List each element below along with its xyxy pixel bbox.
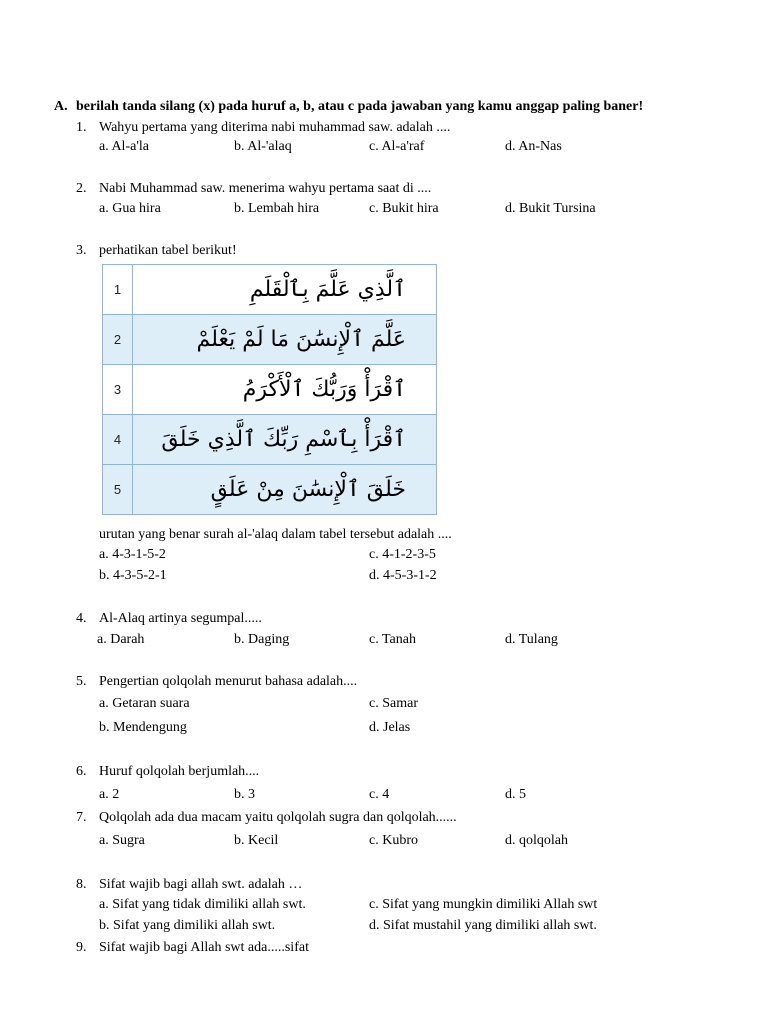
option-c[interactable]: c. Bukit hira — [369, 201, 439, 216]
option-d[interactable]: d. Jelas — [369, 720, 411, 735]
question-text: Qolqolah ada dua macam yaitu qolqolah sugra dan qolqolah...... — [99, 810, 457, 825]
question-text: Huruf qolqolah berjumlah.... — [99, 764, 260, 779]
option-a[interactable]: a. Sifat yang tidak dimiliki allah swt. — [99, 897, 306, 912]
option-d[interactable]: d. 5 — [505, 787, 526, 802]
ayah-text: ٱلَّذِي عَلَّمَ بِٱلْقَلَمِ — [133, 265, 437, 315]
ayah-table — [102, 264, 437, 515]
question-text: Sifat wajib bagi allah swt. adalah … — [99, 877, 303, 892]
option-a[interactable]: a. Gua hira — [99, 201, 161, 216]
ayah-row-number: 2 — [103, 315, 133, 365]
question-number: 1. — [76, 120, 87, 135]
option-b[interactable]: b. Lembah hira — [234, 201, 320, 216]
option-b[interactable]: b. Al-'alaq — [234, 139, 292, 154]
option-d[interactable]: d. An-Nas — [505, 139, 562, 154]
question-number: 6. — [76, 764, 87, 779]
ayah-row-number: 1 — [103, 265, 133, 315]
ayah-row-2 — [103, 315, 437, 365]
option-c[interactable]: c. Al-a'raf — [369, 139, 425, 154]
question-number: 7. — [76, 810, 87, 825]
question-number: 4. — [76, 611, 87, 626]
ayah-row-number: 4 — [103, 415, 133, 465]
option-c[interactable]: c. Kubro — [369, 833, 418, 848]
option-b[interactable]: b. Kecil — [234, 833, 279, 848]
ayah-text: ٱقْرَأْ وَرَبُّكَ ٱلْأَكْرَمُ — [133, 365, 437, 415]
question-prompt: urutan yang benar surah al-'alaq dalam tabel tersebut adalah .... — [99, 527, 452, 542]
question-text: Wahyu pertama yang diterima nabi muhammad saw. adalah .... — [99, 120, 451, 135]
ayah-row-number: 3 — [103, 365, 133, 415]
option-a[interactable]: a. 4-3-1-5-2 — [99, 547, 166, 562]
question-number: 9. — [76, 940, 87, 955]
option-a[interactable]: a. Darah — [97, 632, 145, 647]
ayah-text: ٱقْرَأْ بِٱسْمِ رَبِّكَ ٱلَّذِي خَلَقَ — [133, 415, 437, 465]
option-b[interactable]: b. Daging — [234, 632, 290, 647]
option-d[interactable]: d. Tulang — [505, 632, 558, 647]
question-number: 2. — [76, 181, 87, 196]
option-c[interactable]: c. Tanah — [369, 632, 416, 647]
option-d[interactable]: d. qolqolah — [505, 833, 568, 848]
ayah-row-number: 5 — [103, 465, 133, 515]
option-b[interactable]: b. Sifat yang dimiliki allah swt. — [99, 918, 276, 933]
option-a[interactable]: a. Sugra — [99, 833, 145, 848]
option-c[interactable]: c. 4-1-2-3-5 — [369, 547, 436, 562]
ayah-row-5 — [103, 465, 437, 515]
option-d[interactable]: d. 4-5-3-1-2 — [369, 568, 437, 583]
ayah-row-4 — [103, 415, 437, 465]
option-b[interactable]: b. 3 — [234, 787, 255, 802]
question-text: Al-Alaq artinya segumpal..... — [99, 611, 262, 626]
question-number: 8. — [76, 877, 87, 892]
option-b[interactable]: b. Mendengung — [99, 720, 187, 735]
option-a[interactable]: a. Getaran suara — [99, 696, 190, 711]
question-number: 3. — [76, 243, 87, 258]
option-b[interactable]: b. 4-3-5-2-1 — [99, 568, 167, 583]
ayah-text: خَلَقَ ٱلْإِنسَٰنَ مِنْ عَلَقٍ — [133, 465, 437, 515]
option-d[interactable]: d. Bukit Tursina — [505, 201, 596, 216]
ayah-text: عَلَّمَ ٱلْإِنسَٰنَ مَا لَمْ يَعْلَمْ — [133, 315, 437, 365]
section-letter: A. — [54, 99, 68, 114]
option-d[interactable]: d. Sifat mustahil yang dimiliki allah swt. — [369, 918, 597, 933]
question-text: perhatikan tabel berikut! — [99, 243, 237, 258]
option-c[interactable]: c. Sifat yang mungkin dimiliki Allah swt — [369, 897, 598, 912]
ayah-row-1 — [103, 265, 437, 315]
ayah-row-3 — [103, 365, 437, 415]
question-text: Nabi Muhammad saw. menerima wahyu pertama saat di .... — [99, 181, 432, 196]
question-text: Sifat wajib bagi Allah swt ada.....sifat — [99, 940, 309, 955]
question-number: 5. — [76, 674, 87, 689]
option-a[interactable]: a. 2 — [99, 787, 120, 802]
option-a[interactable]: a. Al-a'la — [99, 139, 149, 154]
question-text: Pengertian qolqolah menurut bahasa adalah.... — [99, 674, 358, 689]
option-c[interactable]: c. Samar — [369, 696, 418, 711]
section-instruction: berilah tanda silang (x) pada huruf a, b, atau c pada jawaban yang kamu anggap paling baner! — [76, 99, 644, 114]
option-c[interactable]: c. 4 — [369, 787, 390, 802]
